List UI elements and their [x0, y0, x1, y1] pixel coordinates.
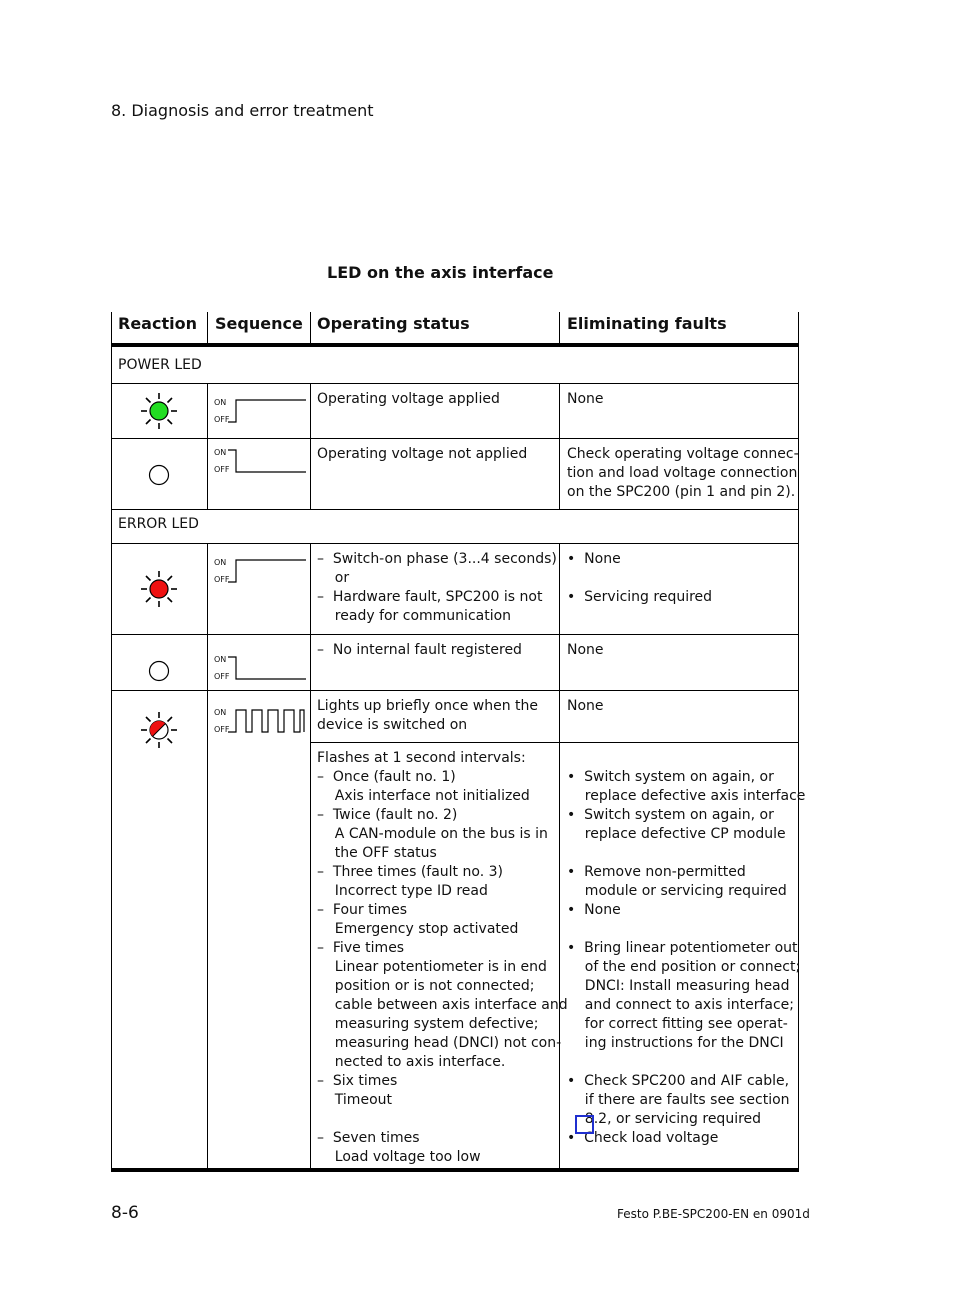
fix-line: • Remove non-permitted [567, 864, 746, 880]
led-off-icon [148, 660, 170, 682]
fix-line: ing instructions for the DNCI [567, 1035, 784, 1051]
seq-on-label: ON [214, 558, 227, 567]
fix-cell [567, 445, 799, 502]
row-rule [111, 634, 799, 635]
fix-line: and connect to axis interface; [567, 997, 795, 1013]
fix-line [567, 844, 805, 863]
status-line: Load voltage too low [317, 1149, 481, 1165]
status-line: – Switch-on phase (3...4 seconds) [317, 551, 557, 567]
status-line: Linear potentiometer is in end [317, 959, 547, 975]
fix-line: • None [567, 551, 621, 567]
fix-line: • None [567, 902, 621, 918]
fix-line: None [567, 642, 604, 658]
column-header-operating-status: Operating status [317, 314, 470, 333]
status-line: – Five times [317, 940, 405, 956]
row-rule [310, 742, 799, 743]
fix-line: on the SPC200 (pin 1 and pin 2). [567, 484, 796, 500]
fix-line: for correct fitting see operat- [567, 1016, 788, 1032]
col-divider [559, 312, 560, 346]
fix-cell [567, 550, 712, 607]
status-cell [317, 390, 500, 409]
fix-line: None [567, 698, 604, 714]
table-border-left [111, 312, 112, 1172]
seq-off-label: OFF [214, 415, 230, 424]
status-line: nected to axis interface. [317, 1054, 506, 1070]
col-divider [310, 383, 311, 510]
status-line: or [317, 570, 350, 586]
status-line: measuring system defective; [317, 1016, 539, 1032]
seq-off-label: OFF [214, 575, 230, 584]
col-divider [559, 383, 560, 510]
status-line: Flashes at 1 second intervals: [317, 750, 526, 766]
fix-cell [567, 641, 604, 660]
status-line: – Six times [317, 1073, 398, 1089]
fix-line [567, 1053, 805, 1072]
row-rule [111, 438, 799, 439]
red-led-lit-icon [140, 570, 178, 608]
led-off-icon [148, 464, 170, 486]
seq-off-label: OFF [214, 465, 230, 474]
fix-line: • Switch system on again, or [567, 769, 774, 785]
fix-line: of the end position or connect; [567, 959, 801, 975]
green-led-lit-icon [140, 392, 178, 430]
sequence-steady-on-icon [228, 555, 308, 585]
col-divider [207, 312, 208, 346]
status-line: the OFF status [317, 845, 437, 861]
col-divider [207, 543, 208, 1170]
fix-line: None [567, 391, 604, 407]
seq-off-label: OFF [214, 672, 230, 681]
fix-line: Check operating voltage connec- [567, 446, 799, 462]
seq-on-label: ON [214, 655, 227, 664]
status-line: cable between axis interface and [317, 997, 568, 1013]
status-line: – Four times [317, 902, 408, 918]
status-line: Operating voltage applied [317, 391, 500, 407]
fix-line: 8.2, or servicing required [567, 1111, 762, 1127]
status-line: – Seven times [317, 1130, 420, 1146]
status-line: – No internal fault registered [317, 642, 522, 658]
sequence-steady-off-icon [228, 652, 308, 682]
status-line: – Once (fault no. 1) [317, 769, 456, 785]
row-rule [111, 509, 799, 510]
header-rule [111, 343, 799, 347]
status-line: Lights up briefly once when the [317, 698, 539, 714]
document-id: Festo P.BE-SPC200-EN en 0901d [617, 1207, 810, 1221]
fix-line: • Check SPC200 and AIF cable, [567, 1073, 790, 1089]
status-line: Operating voltage not applied [317, 446, 528, 462]
seq-off-label: OFF [214, 725, 230, 734]
fix-line: • Switch system on again, or [567, 807, 774, 823]
bottom-rule [111, 1168, 799, 1172]
status-line: A CAN-module on the bus is in [317, 826, 548, 842]
status-cell [317, 697, 538, 735]
status-cell [317, 749, 568, 1167]
col-divider [310, 312, 311, 346]
fix-cell [567, 697, 604, 716]
fix-line: • Servicing required [567, 589, 713, 605]
status-line: Timeout [317, 1092, 392, 1108]
fix-line: • Bring linear potentiometer out [567, 940, 798, 956]
row-rule [111, 690, 799, 691]
fix-line: replace defective CP module [567, 826, 786, 842]
fix-line: • Check load voltage [567, 1130, 719, 1146]
seq-on-label: ON [214, 708, 227, 717]
status-line: – Three times (fault no. 3) [317, 864, 503, 880]
status-line: – Hardware fault, SPC200 is not [317, 589, 543, 605]
fix-line: replace defective axis interface [567, 788, 806, 804]
column-header-sequence: Sequence [215, 314, 303, 333]
fix-line: if there are faults see section [567, 1092, 790, 1108]
section-title-power-led: POWER LED [118, 357, 202, 373]
column-header-reaction: Reaction [118, 314, 197, 333]
status-line: device is switched on [317, 717, 468, 733]
status-line: Incorrect type ID read [317, 883, 488, 899]
status-cell [317, 550, 557, 626]
status-line: Axis interface not initialized [317, 788, 530, 804]
seq-on-label: ON [214, 448, 227, 457]
selection-marker [575, 1115, 594, 1134]
table-caption: LED on the axis interface [327, 263, 554, 282]
fix-line: tion and load voltage connection [567, 465, 798, 481]
sequence-flashing-icon [228, 705, 308, 735]
section-title-error-led: ERROR LED [118, 516, 199, 532]
fix-cell [567, 749, 805, 1148]
col-divider [207, 383, 208, 510]
row-rule [111, 543, 799, 544]
sequence-steady-on-icon [228, 395, 308, 425]
status-line [317, 1110, 568, 1129]
seq-on-label: ON [214, 398, 227, 407]
status-cell [317, 445, 527, 464]
status-line: measuring head (DNCI) not con- [317, 1035, 562, 1051]
status-line: position or is not connected; [317, 978, 535, 994]
status-line: ready for communication [317, 608, 512, 624]
column-header-eliminating-faults: Eliminating faults [567, 314, 727, 333]
page-number: 8-6 [111, 1203, 139, 1223]
fix-line: DNCI: Install measuring head [567, 978, 790, 994]
status-cell [317, 641, 522, 660]
fix-line [567, 920, 805, 939]
chapter-heading: 8. Diagnosis and error treatment [111, 101, 374, 120]
status-line: – Twice (fault no. 2) [317, 807, 458, 823]
col-divider [310, 543, 311, 1170]
red-led-flashing-icon [140, 711, 178, 749]
sequence-steady-off-icon [228, 445, 308, 475]
fix-line [567, 569, 712, 588]
row-rule [111, 383, 799, 384]
fix-line: module or servicing required [567, 883, 787, 899]
status-line: Emergency stop activated [317, 921, 519, 937]
fix-line [567, 749, 805, 768]
fix-cell [567, 390, 604, 409]
